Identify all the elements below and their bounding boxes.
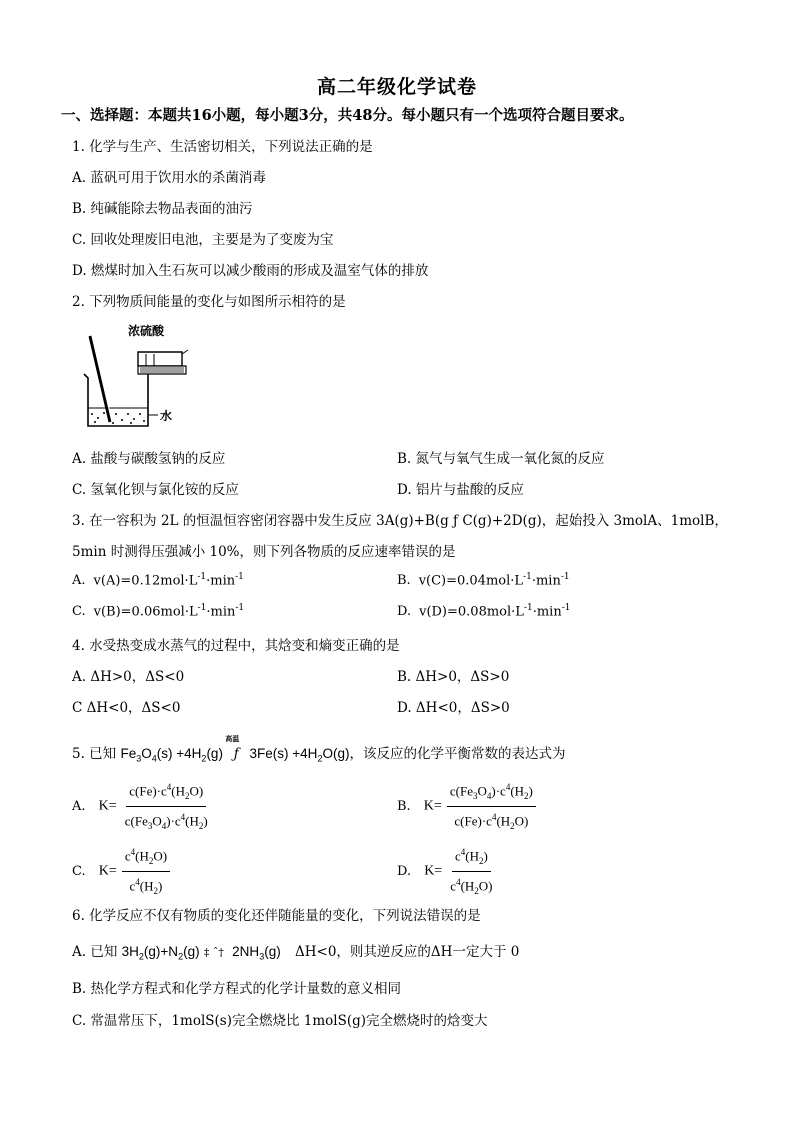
- page-title: 高二年级化学试卷: [316, 76, 477, 98]
- q1-option-b: B. 纯碱能除去物品表面的油污: [72, 201, 253, 217]
- q2-option-d: D. 铝片与盐酸的反应: [397, 482, 524, 498]
- q1-option-a: A. 蓝矾可用于饮用水的杀菌消毒: [72, 170, 266, 186]
- q2-stem: 2. 下列物质间能量的变化与如图所示相符的是: [72, 294, 346, 310]
- fig-label-acid: 浓硫酸: [128, 324, 165, 338]
- q2-option-a: A. 盐酸与碳酸氢钠的反应: [72, 451, 226, 467]
- q6-stem: 6. 化学反应不仅有物质的变化还伴随能量的变化，下列说法错误的是: [72, 908, 481, 924]
- q1-option-d: D. 燃煤时加入生石灰可以减少酸雨的形成及温室气体的排放: [72, 263, 429, 279]
- q6-option-b: B. 热化学方程式和化学方程式的化学计量数的意义相同: [72, 981, 402, 997]
- q5-option-d: D. K= $\frac{c^4(H_2)}{c^4(H_2O)}$: [397, 843, 496, 900]
- q4-option-d: D. ΔH<0，ΔS>0: [397, 700, 510, 716]
- q5-option-a: A. K= $\frac{c(Fe)\cdot c^4(H_2O)}{c(Fe_3O_4)\cdot c^4(H_2)}$: [72, 778, 211, 835]
- q6-option-c: C. 常温常压下，1molS(s)完全燃烧比 1molS(g)完全燃烧时的焓变大: [72, 1013, 488, 1029]
- q5-option-b: B. K= $\frac{c(Fe_3O_4)\cdot c^4(H_2)}{c(Fe)\cdot c^4(H_2O)}$: [397, 778, 536, 835]
- q6-equilibrium-arrow: ‡ ˆ†: [203, 946, 224, 959]
- q1-stem: 1. 化学与生产、生活密切相关，下列说法正确的是: [72, 139, 373, 155]
- q4-option-c: C ΔH<0，ΔS<0: [72, 700, 181, 716]
- section-heading: 一、选择题：本题共16小题，每小题3分，共48分。每小题只有一个选项符合题目要求。: [61, 107, 634, 124]
- q5-equilibrium-arrow: 高温 ƒ: [225, 734, 240, 762]
- q5-stem: 5. 已知 $Fe_3O_4(s) +4H_2(g)$ 高温 ƒ $3Fe(s) +4H_2O(g)$，该反应的化学平衡常数的表达式为: [72, 734, 566, 764]
- fig-label-water: 水: [160, 409, 173, 423]
- q5-option-c: C. K= $\frac{c^4(H_2O)}{c^4(H_2)}$: [72, 843, 170, 900]
- q2-option-c: C. 氢氧化钡与氯化铵的反应: [72, 482, 239, 498]
- q6-option-a: A. 已知 $3H_2(g)+N_2(g)$ ‡ ˆ† $2NH_3(g)$ ΔH<0，则其逆反应的ΔH一定大于 0: [72, 944, 520, 962]
- q3-option-c: C. $v(B)=0.06mol\cdot L^{-1}\cdot\min^{-1}$: [72, 603, 245, 620]
- q4-stem: 4. 水受热变成水蒸气的过程中，其焓变和熵变正确的是: [72, 638, 400, 654]
- q4-option-a: A. ΔH>0，ΔS<0: [72, 669, 185, 685]
- q5-reaction: $Fe_3O_4(s) +4H_2(g)$: [120, 746, 223, 764]
- q2-option-b: B. 氮气与氧气生成一氧化氮的反应: [397, 451, 605, 467]
- q3-option-a: A. $v(A)=0.12mol\cdot L^{-1}\cdot\min^{-1}$: [72, 572, 244, 589]
- q3-option-b: B. $v(C)=0.04mol\cdot L^{-1}\cdot\min^{-1}$: [397, 572, 570, 589]
- q3-option-d: D. $v(D)=0.08mol\cdot L^{-1}\cdot\min^{-1}$: [397, 603, 571, 620]
- q4-option-b: B. ΔH>0，ΔS>0: [397, 669, 510, 685]
- q1-option-c: C. 回收处理废旧电池，主要是为了变废为宝: [72, 232, 334, 248]
- q3-stem-line2: 5min 时测得压强减小 10%，则下列各物质的反应速率错误的是: [72, 544, 456, 560]
- q3-stem-line1: 3. 在一容积为 2L 的恒温恒容密闭容器中发生反应 3A(g)+B(g ƒ C(g)+2D(g)，起始投入 3molA、1molB，: [72, 513, 728, 529]
